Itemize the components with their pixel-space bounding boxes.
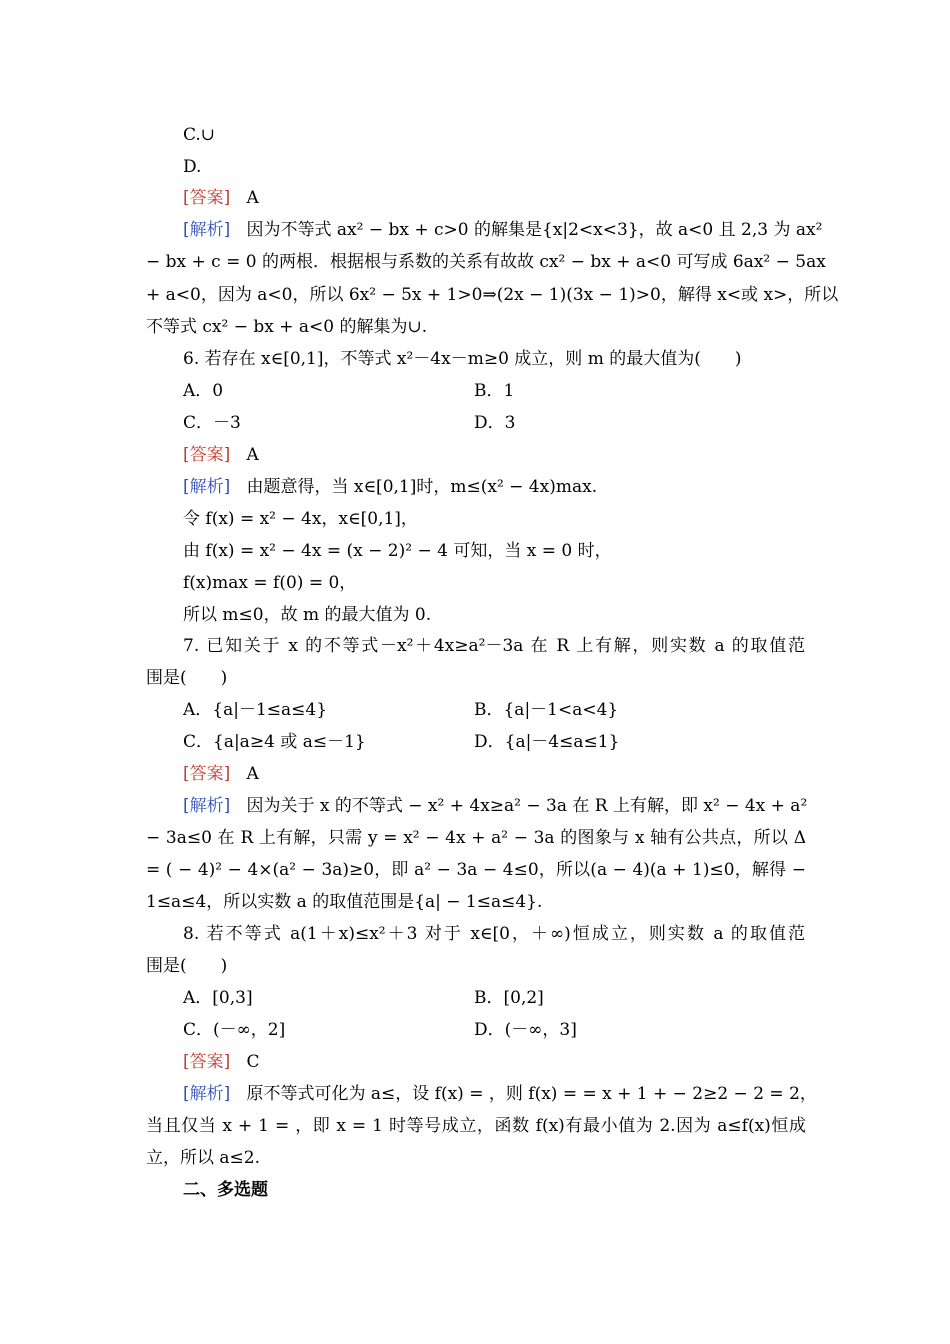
line-text: 二、多选题 [183, 1180, 268, 1200]
section-heading [183, 1178, 268, 1202]
line-text: = ( − 4)² − 4×(a² − 3a)≥0，即 a² − 3a − 4≤0，所以(a − 4)(a + 1)≤0，解得 − [146, 860, 806, 880]
line-text: C.∪ [183, 125, 216, 145]
text-line [474, 1018, 577, 1042]
line-text: A．0 [183, 381, 224, 401]
analysis-tag: [解析] [183, 220, 231, 240]
line-text: 围是( ) [146, 956, 228, 976]
line-text: f(x)max = f(0) = 0， [183, 573, 357, 593]
text-line [183, 1018, 285, 1042]
text-line [146, 666, 227, 690]
text-line [146, 1114, 806, 1138]
line-text: 1≤a≤4，所以实数 a 的取值范围是{a| − 1≤a≤4}. [146, 892, 543, 912]
text-line [146, 954, 227, 978]
line-text: 立，所以 a≤2. [146, 1148, 261, 1168]
text-line [183, 1050, 260, 1074]
line-text: 围是( ) [146, 668, 228, 688]
line-text: 7. 已知关于 x 的不等式－x²＋4x≥a²－3a 在 R 上有解，则实数 a 的取值范 [183, 636, 805, 656]
line-text: − bx + c = 0 的两根．根据根与系数的关系有故故 cx² − bx + a<0 可写成 6ax² − 5ax [146, 252, 826, 272]
line-text: D．3 [474, 413, 516, 433]
line-text: D．{a|－4≤a≤1} [474, 732, 620, 752]
text-line [183, 1082, 817, 1106]
analysis-tag: [解析] [183, 477, 231, 497]
text-line [183, 411, 241, 435]
line-text: 8. 若不等式 a(1＋x)≤x²＋3 对于 x∈[0，＋∞)恒成立，则实数 a 的取值范 [183, 924, 805, 944]
text-line [474, 986, 544, 1010]
answer-tag: [答案] [183, 764, 231, 784]
text-line [146, 250, 826, 274]
line-text: 原不等式可化为 a≤，设 f(x) = ，则 f(x) = = x + 1 + − 2≥2 − 2 = 2， [246, 1084, 817, 1104]
text-line [146, 283, 839, 307]
line-text: C．－3 [183, 413, 241, 433]
analysis-tag: [解析] [183, 796, 231, 816]
text-line [474, 730, 619, 754]
line-text: B．[0,2] [474, 988, 544, 1008]
line-text: 因为不等式 ax² − bx + c>0 的解集是{x|2<x<3}，故 a<0 且 2,3 为 ax² [246, 220, 823, 240]
text-line [146, 315, 427, 339]
text-line [183, 218, 823, 242]
line-text: A [246, 445, 259, 465]
line-text: 令 f(x) = x² − 4x，x∈[0,1]， [183, 509, 418, 529]
line-text: C．{a|a≥4 或 a≤－1} [183, 732, 366, 752]
line-text: 所以 m≤0，故 m 的最大值为 0. [183, 605, 432, 625]
line-text: A [246, 188, 259, 208]
line-text: 6. 若存在 x∈[0,1]，不等式 x²－4x－m≥0 成立，则 m 的最大值为( ) [183, 349, 742, 369]
text-line [183, 347, 741, 371]
text-line [183, 986, 253, 1010]
line-text: D. [183, 157, 202, 177]
text-line [183, 475, 597, 499]
text-line [183, 571, 356, 595]
line-text: D．(－∞，3] [474, 1020, 577, 1040]
line-text: + a<0，因为 a<0，所以 6x² − 5x + 1>0⇒(2x − 1)(3x − 1)>0，解得 x<或 x>，所以 [146, 285, 839, 305]
line-text: 当且仅当 x + 1 = ，即 x = 1 时等号成立，函数 f(x)有最小值为 2.因为 a≤f(x)恒成 [146, 1116, 806, 1136]
text-line [183, 186, 259, 210]
text-line [183, 155, 201, 179]
text-line [183, 794, 808, 818]
answer-tag: [答案] [183, 1052, 231, 1072]
text-line [183, 922, 805, 946]
text-line [183, 507, 418, 531]
text-line [183, 730, 366, 754]
text-line [183, 634, 805, 658]
line-text: B．{a|－1<a<4} [474, 700, 619, 720]
line-text: A [246, 764, 259, 784]
text-line [474, 379, 514, 403]
line-text: A．{a|－1≤a≤4} [183, 700, 328, 720]
text-line [474, 411, 515, 435]
text-line [183, 698, 327, 722]
answer-tag: [答案] [183, 445, 231, 465]
text-line [146, 858, 806, 882]
line-text: C．(－∞，2] [183, 1020, 286, 1040]
analysis-tag: [解析] [183, 1084, 231, 1104]
line-text: B．1 [474, 381, 515, 401]
text-line [183, 762, 259, 786]
line-text: A．[0,3] [183, 988, 253, 1008]
line-text: 因为关于 x 的不等式 − x² + 4x≥a² − 3a 在 R 上有解，即 x² − 4x + a² [246, 796, 808, 816]
text-line [183, 603, 431, 627]
line-text: 由 f(x) = x² − 4x = (x − 2)² − 4 可知，当 x = 0 时， [183, 541, 612, 561]
text-line [183, 379, 223, 403]
line-text: C [246, 1052, 260, 1072]
line-text: 由题意得，当 x∈[0,1]时，m≤(x² − 4x)max. [246, 477, 598, 497]
line-text: 不等式 cx² − bx + a<0 的解集为∪. [146, 317, 428, 337]
text-line [183, 539, 612, 563]
answer-tag: [答案] [183, 188, 231, 208]
text-line [146, 1146, 260, 1170]
line-text: − 3a≤0 在 R 上有解，只需 y = x² − 4x + a² − 3a 的图象与 x 轴有公共点，所以 Δ [146, 828, 806, 848]
text-line [146, 826, 806, 850]
text-line [183, 123, 215, 147]
text-line [474, 698, 618, 722]
text-line [146, 890, 542, 914]
text-line [183, 443, 259, 467]
